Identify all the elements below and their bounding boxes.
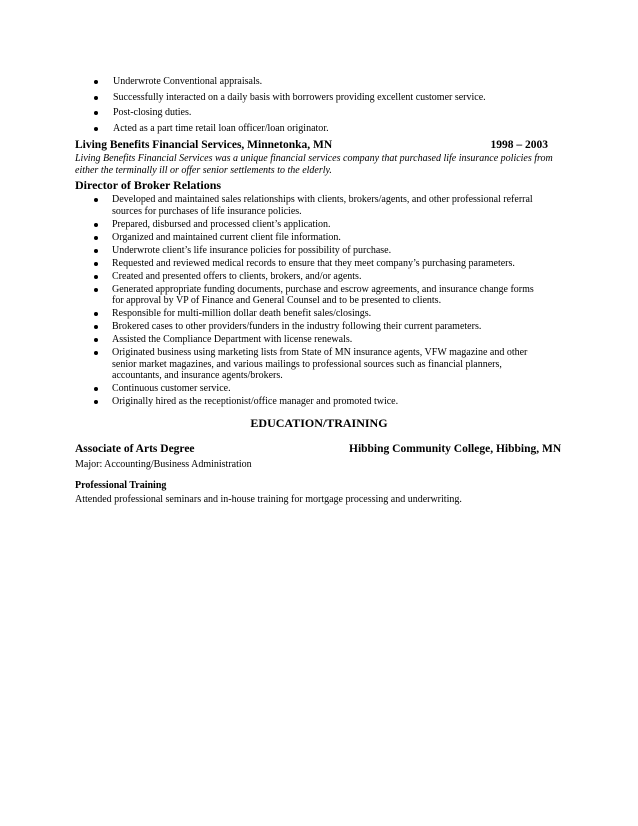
list-item [97, 123, 577, 135]
bullet-icon [94, 325, 98, 329]
list-item-text: Originally hired as the receptionist/office manager and promoted twice. [112, 396, 399, 407]
previous-job-duties-list [97, 76, 577, 138]
bullet-icon [94, 127, 98, 131]
list-item-text: Underwrote Conventional appraisals. [113, 76, 263, 87]
list-item [97, 92, 577, 104]
list-item [97, 284, 547, 307]
bullet-icon [94, 249, 98, 253]
list-item-text: Successfully interacted on a daily basis with borrowers providing excellent customer service. [113, 91, 486, 103]
bullet-icon [94, 312, 98, 316]
list-item [97, 232, 547, 244]
bullet-icon [94, 96, 98, 100]
major-text: Major: Accounting/Business Administration [75, 459, 252, 470]
list-item [97, 258, 547, 270]
list-item-text: Created and presented offers to clients, brokers, and/or agents. [112, 270, 362, 282]
degree-name: Associate of Arts Degree [75, 443, 195, 455]
list-item [97, 271, 547, 283]
bullet-icon [94, 288, 98, 292]
bullet-icon [94, 80, 98, 84]
list-item [97, 194, 547, 217]
list-item-text: Responsible for multi-million dollar death benefit sales/closings. [112, 308, 372, 319]
list-item [97, 321, 547, 333]
job-dates: 1998 – 2003 [490, 139, 548, 151]
job-duties-list [97, 194, 547, 409]
list-item [97, 107, 577, 119]
training-title: Professional Training [75, 480, 167, 491]
list-item [97, 347, 547, 382]
list-item-text: Prepared, disbursed and processed client’s application. [112, 218, 331, 230]
bullet-icon [94, 223, 98, 227]
list-item-text: Brokered cases to other providers/funders in the industry following their current parameters. [112, 321, 482, 332]
list-item [97, 308, 547, 320]
job-title: Director of Broker Relations [75, 178, 222, 192]
list-item [97, 219, 547, 231]
bullet-icon [94, 387, 98, 391]
list-item [97, 76, 577, 88]
list-item-text: Post-closing duties. [113, 107, 192, 118]
list-item-text: Underwrote client’s life insurance policies for possibility of purchase. [112, 244, 392, 256]
list-item-text: Organized and maintained current client file information. [112, 231, 341, 243]
list-item [97, 334, 547, 346]
list-item [97, 245, 547, 257]
list-item-text: Generated appropriate funding documents, purchase and escrow agreements, and insurance change forms for approval by VP of Finance and General Counsel and to be presented to clients. [112, 283, 534, 306]
bullet-icon [94, 351, 98, 355]
bullet-icon [94, 275, 98, 279]
list-item [97, 383, 547, 395]
bullet-icon [94, 400, 98, 404]
bullet-icon [94, 338, 98, 342]
list-item-text: Requested and reviewed medical records to ensure that they meet company’s purchasing parameters. [112, 257, 515, 269]
list-item [97, 396, 547, 408]
list-item-text: Developed and maintained sales relationships with clients, brokers/agents, and other professional referral sources for purchases of life insurance policies. [112, 194, 533, 217]
bullet-icon [94, 111, 98, 115]
education-section-title: EDUCATION/TRAINING [250, 416, 388, 430]
list-item-text: Originated business using marketing lists from State of MN insurance agents, VFW magazine and other senior market magazines, and various mailings to professional sources such as financial planners, accountants, and insurance agents/brokers. [112, 347, 528, 381]
school-name: Hibbing Community College, Hibbing, MN [349, 443, 562, 455]
company-name: Living Benefits Financial Services, Minnetonka, MN [75, 139, 333, 151]
training-text: Attended professional seminars and in-house training for mortgage processing and underwriting. [75, 494, 462, 505]
degree-row [75, 443, 565, 455]
list-item-text: Assisted the Compliance Department with license renewals. [112, 334, 353, 345]
company-description: Living Benefits Financial Services was a unique financial services company that purchased life insurance policies from either the terminally ill or offer senior settlements to the elderly. [75, 153, 553, 176]
bullet-icon [94, 262, 98, 266]
list-item-text: Acted as a part time retail loan officer/loan originator. [113, 122, 329, 134]
bullet-icon [94, 236, 98, 240]
bullet-icon [94, 198, 98, 202]
list-item-text: Continuous customer service. [112, 383, 231, 394]
job-header [75, 138, 565, 152]
